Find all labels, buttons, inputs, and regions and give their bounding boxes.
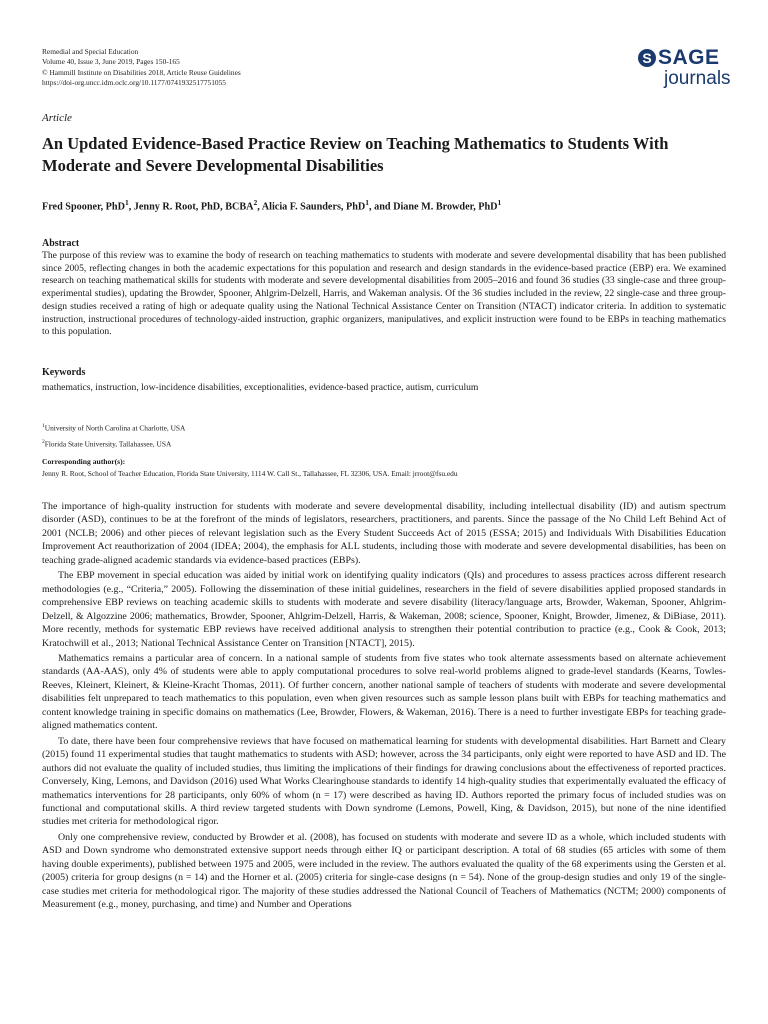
author-name[interactable]: Fred Spooner, PhD xyxy=(42,201,125,213)
abstract-text: The purpose of this review was to examine the body of research on teaching mathematics to students with moderate and severe developmental disability that has been published since 2005, reflecting changes in both the academic expectations for this population and research and design standards in the evidence-based practice (EBP) era. We examined research on teaching mathematical skills for students with moderate and severe developmental disabilities from 2005–2016 and found 36 studies (33 single-case and three group-experimental studies), updating the Browder, Spooner, Ahlgrim-Delzell, Harris, and Wakeman analysis. Of the 36 studies included in the review, 22 single-case and three group-design studies received a rating of high or adequate quality using the National Technical Assistance Center on Transition (NTACT) indicator criteria. In addition to systematic instruction, instructional procedures of technology-aided instruction, graphic organizers, manipulatives, and explicit instruction were found to be EBPs in teaching mathematics to this population. xyxy=(42,250,726,338)
author-separator: , and xyxy=(369,201,394,213)
logo-sage-text: SAGE xyxy=(658,46,720,69)
affiliations xyxy=(42,419,185,452)
keywords-heading: Keywords xyxy=(42,367,86,378)
author-affil-mark: 2 xyxy=(253,198,258,207)
body-paragraph: Only one comprehensive review, conducted by Browder et al. (2008), has focused on students with moderate and severe ID as a whole, which included students with ASD and Down syndrome who demonstrated extensive support needs through either IQ or participant description. A total of 68 studies (65 articles with some of them having double experiments), published between 1975 and 2005, were included in the review. The authors evaluated the quality of the 68 experiments using the Gersten et al. (2005) criteria for group designs (n = 14) and the Horner et al. (2005) criteria for single-case designs (n = 54). None of the group-design studies and only 19 of the single-case studies met criteria for methodological rigor. The majority of these studies addressed the National Council of Teachers of Mathematics (NCTM; 2000) components of Measurement (e.g., money, purchasing, and time) and Number and Operations xyxy=(42,831,726,911)
article-body xyxy=(42,500,726,914)
author-name[interactable]: Diane M. Browder, PhD xyxy=(393,201,498,213)
affiliation-mark: 1 xyxy=(42,423,45,429)
logo-journals-text: journals xyxy=(664,68,731,89)
author-affil-mark: 1 xyxy=(365,198,370,207)
body-paragraph: The importance of high-quality instruction for students with moderate and severe developmental disability, including intellectual disability (ID) and autism spectrum disorder (ASD), continues to be at the forefront of the minds of legislators, researchers, practitioners, and parents. Since the passage of the No Child Left Behind Act of 2001 (NCLB; 2006) and other pieces of relevant legislation such as the Every Student Succeeds Act of 2015 (ESSA; 2015) and Individuals With Disabilities Education Improvement Act reauthorization of 2004 (IDEA; 2004), the emphasis for ALL students, including those with moderate and severe developmental disabilities, has been on teaching grade-aligned academic standards via evidence-based practices (EBPs). xyxy=(42,501,726,566)
corresponding-author-heading: Corresponding author(s): xyxy=(42,457,126,466)
article-type: Article xyxy=(42,112,72,124)
body-paragraph: To date, there have been four comprehensive reviews that have focused on mathematical learning for students with developmental disabilities. Hart Barnett and Cleary (2015) found 11 experimental studies that taught mathematics to students with ASD; however, across the 34 participants, only eight were reported to have ASD and ID. The authors did not evaluate the quality of included studies, thus limiting the implications of their findings for drawing conclusions about the effectiveness of reported practices. Conversely, King, Lemons, and Davidson (2016) used What Works Clearinghouse standards to identify 14 high-quality studies that experimentally evaluated the efficacy of mathematics interventions for 28 participants, only 60% of whom (n = 17) were described as having ID. Authors reported the primary focus of included studies was on functional and computational skills. A third review targeted students with Down syndrome (Lemons, Powell, King, & Davidson, 2015), but none of the nine identified studies met criteria for methodological rigor. xyxy=(42,735,726,828)
author-separator: , xyxy=(257,201,262,213)
body-paragraph: The EBP movement in special education was aided by initial work on identifying quality indicators (QIs) and procedures to assess practices across different research methodologies (e.g., “Criteria,” 2005). Following the dissemination of these initial guidelines, researchers in the field of severe disabilities applied proposed standards in comprehensive EBP reviews on teaching academic skills to students with moderate and severe disability (literacy/language arts, Browder, Wakeman, Spooner, Ahlgrim-Delzell, & Algozzine 2006; mathematics, Browder, Spooner, Ahlgrim-Delzell, Harris, & Wakeman, 2008; science, Spooner, Knight, Browder, Jimenez, & DiBiase, 2011). More recently, methods for systematic EBP reviews have received additional analysis to strengthen their potential contribution to practice (e.g., Cook & Cook, 2013; Kratochwill et al., 2013; National Technical Assistance Center on Transition [NTACT], 2015). xyxy=(42,570,726,649)
author-name[interactable]: Alicia F. Saunders, PhD xyxy=(261,201,366,213)
body-paragraph: Mathematics remains a particular area of concern. In a national sample of students from five states who took alternate assessments based on alternate achievement standards (AA-AAS), only 4% of students were able to apply computational procedures to solve real-world problems aligned to grade-level standards (Kearns, Towles-Reeves, Kleinert, Kleinert, & Kleine-Kracht Thomas, 2011). Of further concern, another national sample of teachers of students with moderate and severe developmental disabilities felt unprepared to teach mathematics to this population, even when given resources such as sample lesson plans built with EBPs for teaching mathematics and content knowledge training in specific domains on mathematics (Lee, Browder, Flowers, & Wakeman, 2016). There is a need to further investigate EBPs for teaching grade-aligned mathematics content. xyxy=(42,652,726,732)
author-affil-mark: 1 xyxy=(124,198,129,207)
journal-name: Remedial and Special Education xyxy=(42,47,139,56)
keywords-text: mathematics, instruction, low-incidence disabilities, exceptionalities, evidence-based practice, autism, curriculum xyxy=(42,382,479,393)
sage-logo-icon: S xyxy=(638,49,656,67)
affiliation-mark: 2 xyxy=(42,439,45,446)
copyright-line: © Hammill Institute on Disabilities 2018, Article Reuse Guidelines xyxy=(42,67,241,77)
author-affil-mark: 1 xyxy=(497,198,502,207)
affiliation-item xyxy=(42,419,185,435)
sage-journals-logo xyxy=(638,44,731,94)
corresponding-author-text: Jenny R. Root, School of Teacher Education, Florida State University, 1114 W. Call St., Tallahassee, FL 32306, USA. Email: jrroot@fsu.edu xyxy=(42,469,458,478)
author-name[interactable]: Jenny R. Root, PhD, BCBA xyxy=(133,201,254,213)
doi-link[interactable]: https://doi-org.uncc.idm.oclc.org/10.1177/0741932517751055 xyxy=(42,78,226,88)
abstract-heading: Abstract xyxy=(42,238,80,249)
author-list xyxy=(42,198,501,212)
affiliation-text: Florida State University, Tallahassee, USA xyxy=(44,439,172,449)
citation-block xyxy=(42,47,241,89)
author-separator: , xyxy=(128,201,134,213)
affiliation-item xyxy=(42,435,185,451)
article-title: An Updated Evidence-Based Practice Review on Teaching Mathematics to Students With Moderate and Severe Developmental Disabilities xyxy=(42,134,669,175)
volume-info: Volume 40, Issue 3, June 2019, Pages 150-165 xyxy=(42,57,180,67)
affiliation-text: University of North Carolina at Charlotte, USA xyxy=(44,423,186,433)
